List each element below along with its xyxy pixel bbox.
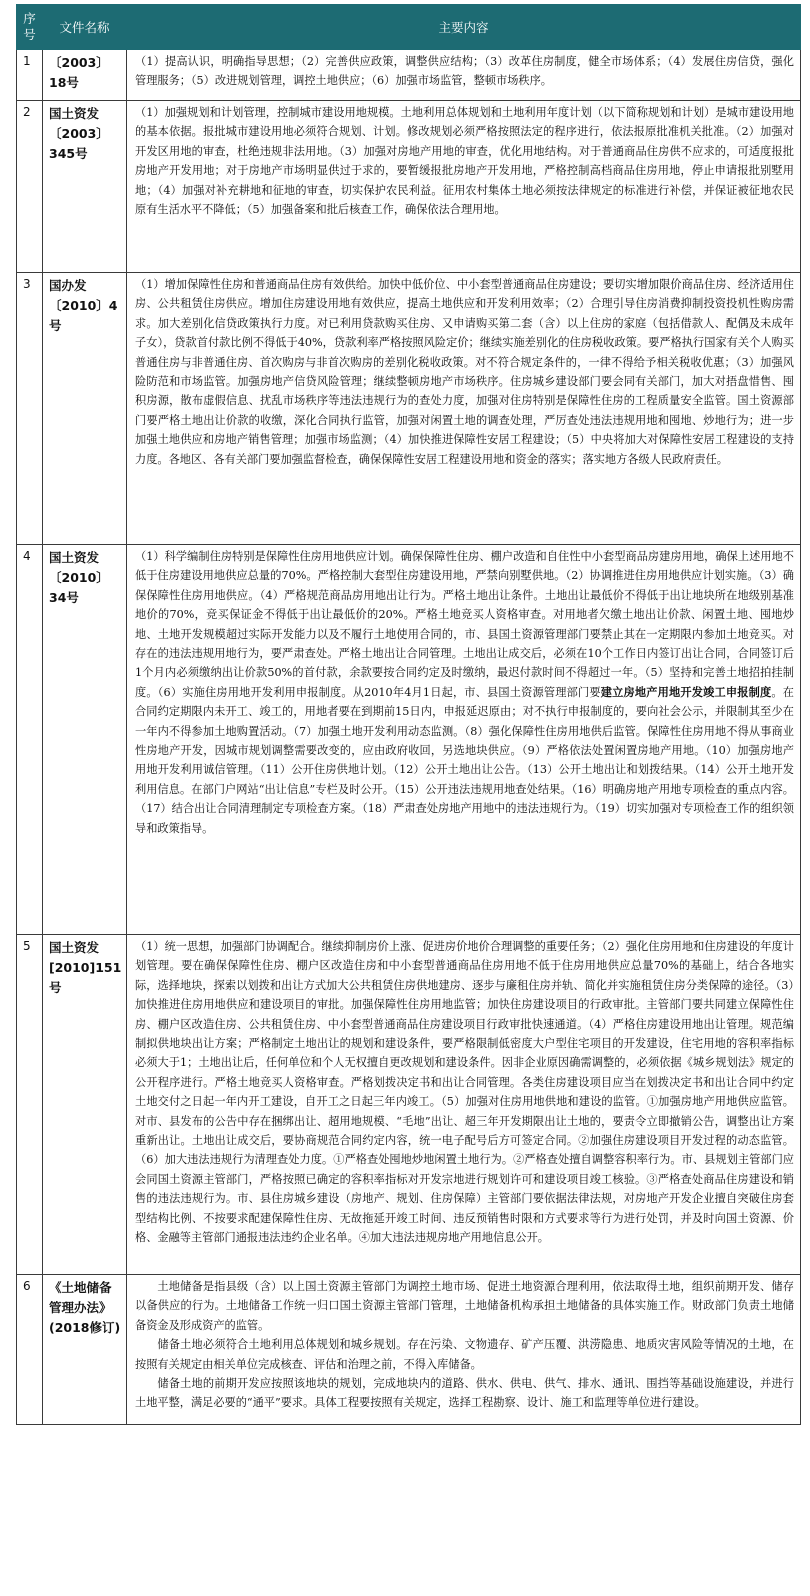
table-row [17, 1275, 801, 1425]
header-content: 主要内容 [127, 5, 801, 50]
row-number: 1 [17, 50, 43, 101]
content-paragraph: （1）提高认识，明确指导思想；（2）完善供应政策，调整供应结构；（3）改革住房制度，健全市场体系；（4）发展住房信贷，强化管理服务；（5）改进规划管理，调控土地供应；（6）加强市场监管，整顿市场秩序。 [135, 55, 794, 88]
row-content [127, 1275, 801, 1425]
content-paragraph: 储备土地必须符合土地利用总体规划和城乡规划。存在污染、文物遗存、矿产压覆、洪涝隐患、地质灾害风险等情况的土地，在按照有关规定由相关单位完成核查、评估和治理之前，不得入库储备。 [135, 1338, 794, 1371]
content-paragraph: 储备土地的前期开发应按照该地块的规划，完成地块内的道路、供水、供电、供气、排水、通讯、围挡等基础设施建设，并进行土地平整，满足必要的“通平”要求。具体工程要按照有关规定，选择工程勘察、设计、施工和监理等单位进行建设。 [135, 1377, 794, 1410]
table-row [17, 50, 801, 101]
policy-table [16, 4, 801, 1425]
doc-name: 〔2003〕18号 [43, 50, 127, 101]
row-number: 2 [17, 101, 43, 273]
doc-name: 国办发〔2010〕4号 [43, 273, 127, 545]
row-content [127, 935, 801, 1275]
row-number: 3 [17, 273, 43, 545]
row-number: 4 [17, 545, 43, 935]
table-row [17, 101, 801, 273]
row-content [127, 273, 801, 545]
content-text: （1）科学编制住房特别是保障性住房用地供应计划。确保保障性住房、棚户改造和自住性中小套型商品房建房用地，确保上述用地不低于住房建设用地供应总量的70%。严格控制大套型住房建设用地，严禁向别墅供地。（2）协调推进住房用地供应计划实施。（3）确保保障性住房用地供应。（4）严格规范商品房用地出让行为。严格土地出让条件。土地出让最低价不得低于出让地块所在地级别基准地价的70%，竞买保证金不得低于出让最低价的20%。严格土地竞买人资格审查。对用地者欠缴土地出让价款、闲置土地、囤地炒地、土地开发规模超过实际开发能力以及不履行土地使用合同的，市、县国土资源管理部门要禁止其在一定期限内参加土地竞买。对存在的违法违规用地行为，要严肃查处。严格土地出让合同管理。土地出让成交后，必须在10个工作日内签订出让合同，合同签订后1个月内必须缴纳出让价款50%的首付款，余款要按合同约定及时缴纳，最迟付款时间不得超过一年。（5）坚持和完善土地招拍挂制度。（6）实施住房用地开发利用申报制度。从2010年4月1日起，市、县国土资源管理部门要 [135, 550, 794, 699]
row-content [127, 50, 801, 101]
header-name: 文件名称 [43, 5, 127, 50]
content-bold-text: 建立房地产用地开发竣工申报制度 [600, 684, 772, 699]
content-paragraph: 土地储备是指县级（含）以上国土资源主管部门为调控土地市场、促进土地资源合理利用，依法取得土地，组织前期开发、储存以备供应的行为。土地储备工作统一归口国土资源主管部门管理，土地储备机构承担土地储备的具体实施工作。财政部门负责土地储备资金及形成资产的监管。 [135, 1280, 794, 1332]
row-content [127, 545, 801, 935]
content-paragraph: （1）增加保障性住房和普通商品住房有效供给。加快中低价位、中小套型普通商品住房建设；要切实增加限价商品住房、经济适用住房、公共租赁住房供应。增加住房建设用地有效供应，提高土地供应和开发利用效率；（2）合理引导住房消费抑制投资投机性购房需求。加大差别化信贷政策执行力度。对已利用贷款购买住房、又申请购买第二套（含）以上住房的家庭（包括借款人、配偶及未成年子女），贷款首付款比例不得低于40%，贷款利率严格按照风险定价；继续实施差别化的住房税收政策。要严格执行国家有关个人购买普通住房与非普通住房、首次购房与非首次购房的差别化税收政策。对不符合规定条件的，一律不得给予相关税收优惠；（3）加强风险防范和市场监管。加强房地产信贷风险管理；继续整顿房地产市场秩序。住房城乡建设部门要会同有关部门，加大对捂盘惜售、囤积房源，散布虚假信息、扰乱市场秩序等违法违规行为的查处力度，加强对住房特别是保障性住房的工程质量安全监管。国土资源部门要严格土地出让价款的收缴，深化合同执行监管，加强对闲置土地的调查处理，严厉查处违法违规用地和囤地、炒地行为；进一步加强土地供应和房地产销售管理；加强市场监测；（4）加快推进保障性安居工程建设；（5）中央将加大对保障性安居工程建设的支持力度。各地区、各有关部门要加强监督检查，确保保障性安居工程建设用地和资金的落实；落实地方各级人民政府责任。 [135, 278, 794, 466]
doc-name: 国土资发[2010]151号 [43, 935, 127, 1275]
doc-name: 国土资发〔2003〕345号 [43, 101, 127, 273]
content-paragraph [135, 547, 794, 838]
table-row [17, 935, 801, 1275]
content-paragraph: （1）加强规划和计划管理，控制城市建设用地规模。土地利用总体规划和土地利用年度计划（以下简称规划和计划）是城市建设用地的基本依据。报批城市建设用地必须符合规划、计划。修改规划必须严格按照法定的程序进行，依法报原批准机关批准。（2）加强对开发区用地的审查，杜绝违规非法用地。（3）加强对房地产用地的审查，优化用地结构。对于普通商品住房供不应求的，可适度报批房地产开发用地；对于房地产市场明显供过于求的，要暂缓报批房地产开发用地，严格控制高档商品住房用地，停止申请报批别墅用地；（4）加强对补充耕地和征地的审查，切实保护农民利益。征用农村集体土地必须按法律规定的标准进行补偿，并保证被征地农民原有生活水平不降低；（5）加强备案和批后核查工作，确保依法合理用地。 [135, 106, 794, 217]
row-content [127, 101, 801, 273]
header-row [17, 5, 801, 50]
table-row [17, 545, 801, 935]
content-paragraph: （1）统一思想，加强部门协调配合。继续抑制房价上涨、促进房价地价合理调整的重要任务；（2）强化住房用地和住房建设的年度计划管理。要在确保保障性住房、棚户区改造住房和中小套型普通商品住房用地不低于住房用地供应总量70%的基础上，结合各地实际，选择地块，探索以划拨和出让方式加大公共租赁住房供地建房、逐步与廉租住房并轨、简化并实施租赁住房分类保障的途径。（3）加快推进住房用地供应和建设项目的审批。加强保障性住房用地监管；加快住房建设项目的行政审批。主管部门要共同建立保障性住房、棚户区改造住房、公共租赁住房、中小套型普通商品住房建设项目行政审批快速通道。（4）严格住房建设用地出让管理。规范编制拟供地块出让方案；严格制定土地出让的规划和建设条件，要严格限制低密度大户型住宅项目的开发建设，住宅用地的容积率指标必须大于1；土地出让后，任何单位和个人无权擅自更改规划和建设条件。因非企业原因确需调整的，必须依据《城乡规划法》规定的公开程序进行。严格土地竞买人资格审查。严格划拨决定书和出让合同管理。各类住房建设项目应当在划拨决定书和出让合同中约定土地交付之日起一年内开工建设，自开工之日起三年内竣工。（5）加强对住房用地供地和建设的监管。①加强房地产用地供应监管。对市、县发布的公告中存在捆绑出让、超用地规模、“毛地”出让、超三年开发期限出让土地的，要责令立即撤销公告，调整出让方案重新出让。土地出让成交后，要协商规范合同约定内容，统一电子配号后方可签定合同。②加强住房建设项目开发过程的动态监管。（6）加大违法违规行为清理查处力度。①严格查处囤地炒地闲置土地行为。②严格查处擅自调整容积率行为。市、县规划主管部门应会同国土资源主管部门，严格按照已确定的容积率指标对开发宗地进行规划许可和建设项目竣工核验。③严格查处商品住房建设和销售的违法违规行为。市、县住房城乡建设（房地产、规划、住房保障）主管部门要依据法律法规，对房地产开发企业擅自突破住房套型结构比例、不按要求配建保障性住房、无故拖延开竣工时间、违反预销售时限和方式要求等行为进行处罚，并及时向国土资源、价格、金融等主管部门通报违法违约企业名单。④加大违法违规房地产用地信息公开。 [135, 940, 794, 1245]
header-seq: 序号 [17, 5, 43, 50]
row-number: 6 [17, 1275, 43, 1425]
content-text: 。在合同约定期限内未开工、竣工的，用地者要在到期前15日内，申报延迟原由；对不执行申报制度的，要向社会公示，并限制其至少在一年内不得参加土地购置活动。（7）加强土地开发利用动态监测。（8）强化保障性住房用地供后监管。保障性住房用地不得从事商业性房地产开发，因城市规划调整需要改变的，应由政府收回，另选地块供应。（9）严格依法处置闲置房地产用地。（10）加强房地产用地开发利用诚信管理。（11）公开住房供地计划。（12）公开土地出让公告。（13）公开土地出让和划拨结果。（14）公开土地开发利用信息。在部门户网站“出让信息”专栏及时公开。（15）公开违法违规用地查处结果。（16）明确房地产用地专项检查的重点内容。（17）结合出让合同清理制定专项检查方案。（18）严肃查处房地产用地中的违法违规行为。（19）切实加强对专项检查工作的组织领导和政策指导。 [135, 685, 794, 835]
table-row [17, 273, 801, 545]
doc-name: 《土地储备管理办法》(2018修订) [43, 1275, 127, 1425]
row-number: 5 [17, 935, 43, 1275]
doc-name: 国土资发〔2010〕34号 [43, 545, 127, 935]
